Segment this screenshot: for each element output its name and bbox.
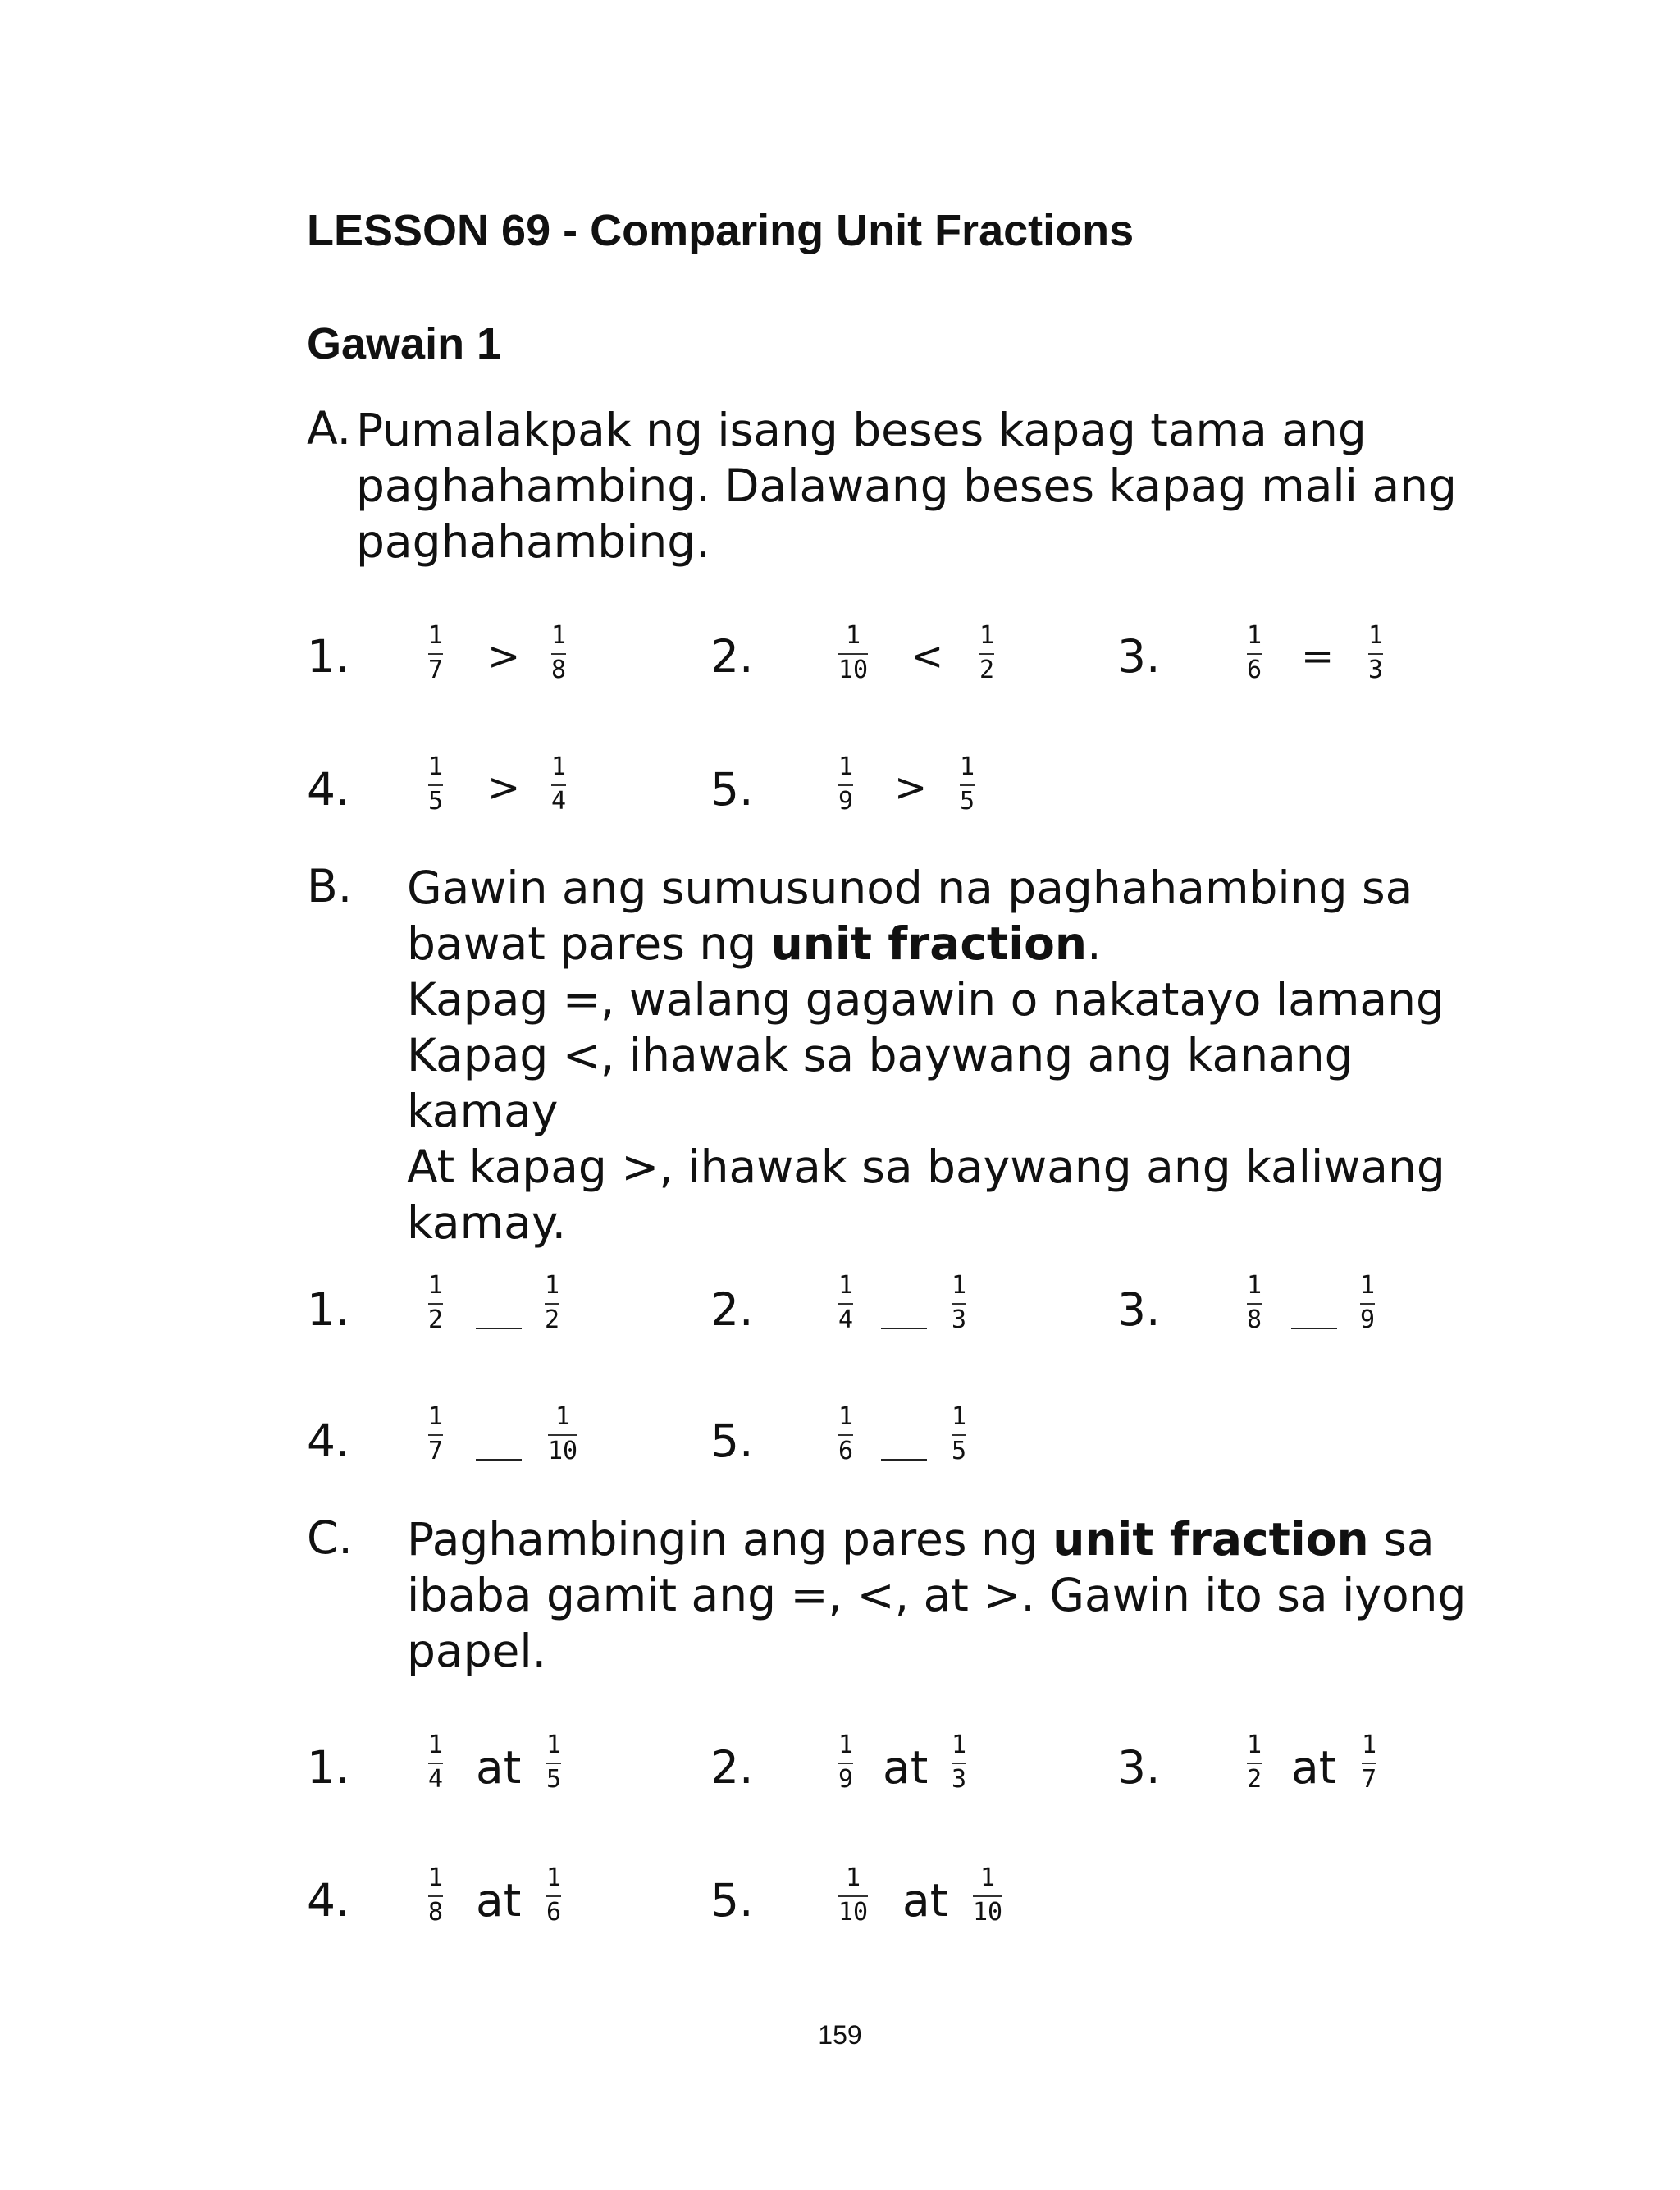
fraction-right: 1 3 <box>952 1731 967 1794</box>
section-c-instructions <box>407 1511 1466 1679</box>
item-number: 1. <box>307 1283 350 1336</box>
section-b-instructions <box>407 860 1445 1250</box>
activity-title: Gawain 1 <box>307 319 502 368</box>
answer-blank[interactable] <box>1291 1328 1337 1329</box>
section-a-line: paghahambing. Dalawang beses kapag mali ang <box>356 459 1457 512</box>
item-number: 1. <box>307 1741 350 1794</box>
section-b-line: Kapag =, walang gagawin o nakatayo lamang <box>407 973 1445 1026</box>
section-c-line: papel. <box>407 1625 547 1677</box>
fraction-left: 1 2 <box>428 1271 444 1334</box>
fraction-left: 1 10 <box>838 1863 869 1927</box>
section-a-instructions <box>356 402 1457 569</box>
section-b-line: kamay. <box>407 1196 567 1249</box>
item-number: 4. <box>307 1415 350 1467</box>
fraction-right: 1 7 <box>1362 1731 1377 1794</box>
item-number: 4. <box>307 763 350 816</box>
section-a-line: paghahambing. <box>356 515 710 568</box>
fraction-right: 1 10 <box>548 1402 578 1465</box>
comparison-operator: = <box>1301 633 1335 679</box>
section-c-line: Paghambingin ang pares ng unit fraction sa <box>407 1513 1435 1566</box>
page-number: 159 <box>818 2020 862 2050</box>
fraction-left: 1 8 <box>428 1863 444 1927</box>
answer-blank[interactable] <box>881 1328 927 1329</box>
fraction-left: 1 5 <box>428 752 444 816</box>
item-number: 5. <box>710 1874 754 1927</box>
fraction-right: 1 6 <box>546 1863 562 1927</box>
section-a-line: Pumalakpak ng isang beses kapag tama ang <box>356 404 1367 456</box>
item-number: 2. <box>710 1283 754 1336</box>
fraction-right: 1 10 <box>973 1863 1003 1927</box>
fraction-left: 1 9 <box>838 1731 854 1794</box>
fraction-left: 1 6 <box>838 1402 854 1465</box>
comparison-operator: < <box>911 633 944 679</box>
fraction-left: 1 2 <box>1247 1731 1262 1794</box>
connector-at: at <box>476 1741 522 1794</box>
fraction-right: 1 3 <box>952 1271 967 1334</box>
section-b-line: bawat pares ng unit fraction. <box>407 917 1102 970</box>
fraction-right: 1 3 <box>1368 621 1384 684</box>
fraction-right: 1 5 <box>546 1731 562 1794</box>
item-number: 2. <box>710 1741 754 1794</box>
section-b-line: kamay <box>407 1085 559 1137</box>
section-b-label: B. <box>307 860 353 912</box>
section-c-line: ibaba gamit ang =, <, at >. Gawin ito sa iyong <box>407 1569 1467 1621</box>
item-number: 3. <box>1117 1283 1161 1336</box>
fraction-right: 1 2 <box>545 1271 560 1334</box>
item-number: 3. <box>1117 630 1161 683</box>
connector-at: at <box>1291 1741 1337 1794</box>
section-a-label: A. <box>307 402 352 455</box>
fraction-left: 1 4 <box>838 1271 854 1334</box>
fraction-right: 1 5 <box>960 752 975 816</box>
fraction-left: 1 9 <box>838 752 854 816</box>
section-c-label: C. <box>307 1511 353 1564</box>
item-number: 2. <box>710 630 754 683</box>
item-number: 1. <box>307 630 350 683</box>
answer-blank[interactable] <box>476 1459 522 1461</box>
fraction-left: 1 10 <box>838 621 869 684</box>
fraction-left: 1 6 <box>1247 621 1262 684</box>
fraction-left: 1 7 <box>428 621 444 684</box>
fraction-right: 1 4 <box>551 752 567 816</box>
fraction-right: 1 5 <box>952 1402 967 1465</box>
fraction-right: 1 8 <box>551 621 567 684</box>
section-b-line: At kapag >, ihawak sa baywang ang kaliwang <box>407 1141 1445 1193</box>
item-number: 5. <box>710 763 754 816</box>
comparison-operator: > <box>487 765 521 811</box>
connector-at: at <box>476 1874 522 1927</box>
connector-at: at <box>902 1874 948 1927</box>
fraction-right: 1 2 <box>979 621 995 684</box>
lesson-title: LESSON 69 - Comparing Unit Fractions <box>307 206 1134 255</box>
fraction-left: 1 8 <box>1247 1271 1262 1334</box>
item-number: 3. <box>1117 1741 1161 1794</box>
answer-blank[interactable] <box>476 1328 522 1329</box>
section-b-line: Gawin ang sumusunod na paghahambing sa <box>407 862 1413 914</box>
fraction-right: 1 9 <box>1360 1271 1376 1334</box>
comparison-operator: > <box>487 633 521 679</box>
section-b-line: Kapag <, ihawak sa baywang ang kanang <box>407 1029 1354 1081</box>
answer-blank[interactable] <box>881 1459 927 1461</box>
fraction-left: 1 7 <box>428 1402 444 1465</box>
comparison-operator: > <box>894 765 928 811</box>
item-number: 4. <box>307 1874 350 1927</box>
item-number: 5. <box>710 1415 754 1467</box>
connector-at: at <box>883 1741 929 1794</box>
fraction-left: 1 4 <box>428 1731 444 1794</box>
